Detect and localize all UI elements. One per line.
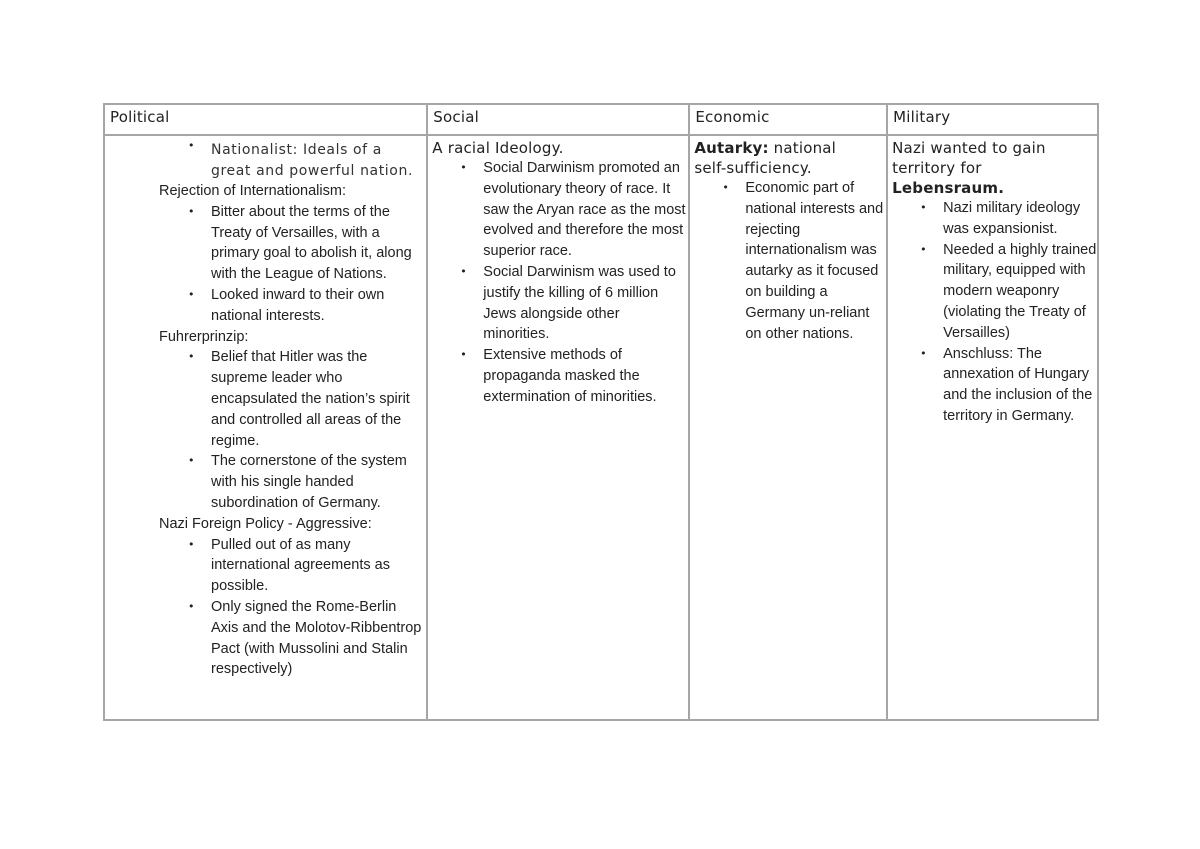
list-item — [188, 202, 423, 285]
bullet-icon: • — [920, 201, 927, 214]
section-heading: Rejection of Internationalism: — [159, 183, 346, 199]
list-item-text: Looked inward to their own national interests. — [211, 286, 385, 324]
list-item-text: Belief that Hitler was the supreme leader who encapsulated the nation’s spirit and controlled all areas of the regime. — [211, 349, 410, 449]
bullet-icon: • — [188, 454, 195, 468]
military-list — [920, 198, 1098, 427]
bullet-icon: • — [460, 348, 467, 362]
section-heading: Nazi Foreign Policy - Aggressive: — [159, 515, 372, 532]
bullet-icon: • — [460, 264, 467, 278]
list-item-text: Economic part of national interests and rejecting internationalism was autarky as it focused on building a Germany un-reliant on other nations. — [745, 180, 884, 342]
social-lead: A racial Ideology. — [432, 139, 564, 157]
content-row — [104, 135, 1098, 720]
military-lead — [892, 138, 1087, 198]
political-section-2 — [159, 327, 426, 514]
section-list — [188, 347, 423, 513]
bullet-icon: • — [722, 181, 729, 194]
list-item — [188, 535, 423, 597]
list-item-text: Social Darwinism was used to justify the killing of 6 million Jews alongside other minorities. — [483, 263, 676, 343]
section-list — [188, 202, 423, 327]
section-list — [188, 535, 423, 681]
list-item — [460, 345, 688, 407]
section-heading: Fuhrerprinzip: — [159, 328, 249, 345]
list-item — [460, 262, 688, 345]
economic-lead-rest: national self-sufficiency. — [694, 139, 837, 177]
list-item-text: Pulled out of as many international agreements as possible. — [211, 536, 390, 595]
list-item — [188, 285, 423, 327]
bullet-icon: • — [188, 599, 195, 613]
political-cell — [104, 135, 427, 720]
ideology-table — [103, 103, 1099, 721]
bullet-icon: • — [188, 139, 195, 152]
economic-list — [722, 178, 887, 344]
military-cell — [887, 135, 1098, 720]
list-item-text: Social Darwinism promoted an evolutionary theory of race. It saw the Aryan race as the most evolved and therefore the most superior race. — [483, 160, 686, 260]
political-section-3 — [159, 514, 426, 680]
list-item-text: Bitter about the terms of the Treaty of Versailles, with a primary goal to abolish it, along with the League of Nations. — [211, 203, 412, 283]
header-social: Social — [427, 104, 689, 135]
bullet-icon: • — [920, 242, 927, 256]
list-item — [920, 198, 1098, 240]
header-row — [104, 104, 1098, 135]
military-lead-text: Nazi wanted to gain territory for — [892, 139, 1046, 177]
social-cell — [427, 135, 689, 720]
bullet-icon: • — [188, 287, 195, 301]
political-intro-text: Nationalist: Ideals of a great and powerful nation. — [211, 142, 413, 179]
list-item-text: Anschluss: The annexation of Hungary and the inclusion of the territory in Germany. — [943, 345, 1093, 424]
list-item-text: Needed a highly trained military, equipped with modern weaponry (violating the Treaty of Versailles) — [943, 241, 1097, 341]
header-economic: Economic — [689, 104, 887, 135]
list-item — [722, 178, 887, 344]
bullet-icon: • — [188, 537, 195, 551]
header-military: Military — [887, 104, 1098, 135]
list-item — [188, 597, 423, 680]
list-item — [920, 344, 1098, 427]
social-list — [460, 158, 688, 408]
list-item-text: Only signed the Rome-Berlin Axis and the Molotov-Ribbentrop Pact (with Mussolini and Stalin respectively) — [211, 598, 422, 678]
list-item — [188, 451, 423, 513]
list-item — [188, 347, 423, 451]
bullet-icon: • — [188, 204, 195, 218]
bullet-icon: • — [920, 346, 927, 360]
economic-lead-term: Autarky: — [694, 139, 769, 157]
bullet-icon: • — [188, 350, 195, 364]
military-lead-term: Lebensraum. — [892, 179, 1005, 197]
political-section-1 — [159, 181, 426, 327]
list-item-text: Nazi military ideology was expansionist. — [943, 200, 1081, 237]
list-item — [188, 139, 423, 181]
political-intro-list — [188, 139, 423, 181]
list-item-text: The cornerstone of the system with his single handed subordination of Germany. — [211, 453, 407, 511]
list-item — [460, 158, 688, 262]
header-political: Political — [104, 104, 427, 135]
economic-cell — [689, 135, 887, 720]
economic-lead — [694, 138, 869, 178]
list-item-text: Extensive methods of propaganda masked the extermination of minorities. — [483, 347, 657, 405]
bullet-icon: • — [460, 161, 467, 174]
list-item — [920, 240, 1098, 344]
